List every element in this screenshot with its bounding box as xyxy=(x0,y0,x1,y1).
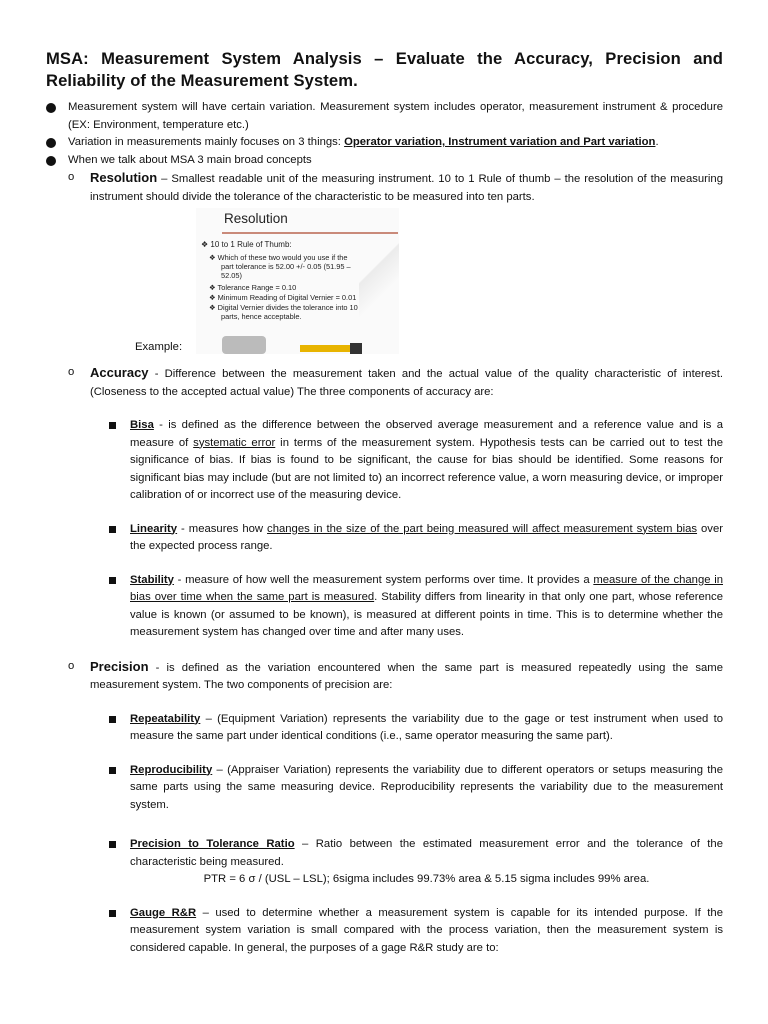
resolution-figure xyxy=(46,208,723,358)
item-term: Precision to Tolerance Ratio xyxy=(130,838,295,850)
bullet-dot-icon xyxy=(46,138,56,148)
circle-bullet: o xyxy=(68,171,75,183)
item-text: - measures how xyxy=(177,522,268,535)
example-label: Example: xyxy=(135,341,183,353)
resolution-term: Resolution xyxy=(90,170,158,185)
bullet-dot-icon xyxy=(46,156,56,166)
square-bullet-icon xyxy=(109,577,116,584)
slide-line: parts, hence acceptable. xyxy=(221,312,302,321)
slide-line: ❖ Minimum Reading of Digital Vernier = 0.01 xyxy=(209,293,357,302)
bullet-text: Variation in measurements mainly focuses on 3 things: xyxy=(68,136,345,148)
precision-term: Precision xyxy=(90,658,149,674)
square-bullet-icon xyxy=(109,716,116,723)
precision-item-gauge-rr xyxy=(46,905,723,958)
resolution-text: – Smallest readable unit of the measuring instrument. 10 to 1 Rule of thumb – the resolution of the measuring instrument should divide the tolerance of the characteristic to be measured into ten parts. xyxy=(90,173,723,203)
accuracy-item-bias xyxy=(46,417,723,505)
square-bullet-icon xyxy=(109,841,116,848)
item-term: Bisa xyxy=(130,419,154,431)
slide-line: ❖ Digital Vernier divides the tolerance into 10 xyxy=(209,303,358,312)
item-text: – (Equipment Variation) represents the variability due to the gage or test instrument when used to measure the same part under identical conditions (i.e., same operator measuring the same part). xyxy=(130,712,723,742)
bullet-text-end: . xyxy=(655,136,659,148)
bullet-text: When we talk about MSA 3 main broad concepts xyxy=(68,153,312,166)
bullet-emphasis: Operator variation, Instrument variation and Part variation xyxy=(344,136,656,148)
square-bullet-icon xyxy=(109,526,116,533)
document-title: MSA: Measurement System Analysis – Evaluate the Accuracy, Precision and Reliability of the Measurement System. xyxy=(46,49,723,90)
precision-item-repeatability xyxy=(46,711,723,746)
square-bullet-icon xyxy=(109,910,116,917)
bullet-item xyxy=(46,134,723,152)
item-text-end: over the expected process range. xyxy=(130,522,723,552)
ptr-formula: PTR = 6 σ / (USL – LSL); 6sigma includes 99.73% area & 5.15 sigma includes 99% area. xyxy=(203,873,650,885)
slide-line: ❖ Which of these two would you use if the xyxy=(209,253,348,262)
square-bullet-icon xyxy=(109,767,116,774)
accuracy-item-stability xyxy=(46,572,723,642)
accuracy-text: - Difference between the measurement taken and the actual value of the quality characteristic of interest. (Closeness to the accepted actual value) The three components of accuracy are: xyxy=(90,368,723,398)
item-underlined: changes in the size of the part being measured will affect measurement system bias xyxy=(267,522,698,535)
item-term: Repeatability xyxy=(130,712,201,725)
bullet-dot-icon xyxy=(46,103,56,113)
accuracy-item-linearity xyxy=(46,521,723,556)
slide-title: Resolution xyxy=(224,211,288,226)
item-term: Reproducibility xyxy=(130,763,213,776)
item-text: - measure of how well the measurement system performs over time. It provides a xyxy=(173,573,594,586)
precision-item-reproducibility xyxy=(46,762,723,815)
accuracy-term: Accuracy xyxy=(90,365,149,380)
accuracy-section xyxy=(46,364,723,401)
precision-item-ptr xyxy=(46,836,723,889)
item-term: Linearity xyxy=(130,522,178,535)
circle-bullet: o xyxy=(68,366,75,378)
bullet-item xyxy=(46,152,723,170)
resolution-slide-image xyxy=(196,208,399,354)
item-underlined: systematic error xyxy=(193,436,276,449)
slide-line: 52.05) xyxy=(221,271,242,280)
item-text-end: . Stability differs from linearity in that only one part, whose reference value is known (or assumed to be known), is measured at different points in time. This is to determine whether the measurement system has changed over time and after many uses. xyxy=(130,591,723,638)
precision-section xyxy=(46,658,723,695)
item-term: Stability xyxy=(130,573,174,586)
item-text-end: in terms of the measurement system. Hypothesis tests can be carried out to test the significance of bias. If bias is found to be significant, the cause for bias should be identified. Some reasons for significant bias may include (but are not limited to) an incorrect reference value, a worn measuring device, or improper calibration of or incorrect use of the measuring device. xyxy=(130,436,723,501)
slide-background-decoration xyxy=(359,208,399,354)
document-page xyxy=(46,48,723,957)
slide-line: ❖ Tolerance Range = 0.10 xyxy=(209,283,297,292)
bullet-text: Measurement system will have certain variation. Measurement system includes operator, measurement instrument & procedure (EX: Environment, temperature etc.) xyxy=(68,101,723,131)
resolution-section xyxy=(46,169,723,206)
bullet-item xyxy=(46,99,723,134)
item-text: - is defined as the difference between the observed average measurement and a reference value and is a measure of xyxy=(130,419,723,449)
item-text: – used to determine whether a measurement system is capable for its intended purpose. If the measurement system variation is small compared with the process variation, then the measurement system is considered capable. In general, the purposes of a gage R&R study are to: xyxy=(130,906,723,954)
item-text: – Ratio between the estimated measurement error and the tolerance of the characteristic being measured. xyxy=(130,838,723,868)
precision-text: - is defined as the variation encountered when the same part is measured repeatedly using the same measurement system. The two components of precision are: xyxy=(90,661,723,691)
square-bullet-icon xyxy=(109,422,116,429)
slide-line: ❖ 10 to 1 Rule of Thumb: xyxy=(201,240,292,249)
circle-bullet: o xyxy=(68,659,75,672)
slide-line: part tolerance is 52.00 +/- 0.05 (51.95 – xyxy=(221,262,351,271)
item-text: – (Appraiser Variation) represents the variability due to different operators or setups measuring the same parts using the same measuring device. Reproducibility represents the variability due to the measurement system. xyxy=(130,763,723,811)
item-term: Gauge R&R xyxy=(130,906,197,919)
item-underlined: measure of the change in bias over time when the same part is measured xyxy=(130,573,723,603)
vernier-caliper-image xyxy=(222,336,266,354)
